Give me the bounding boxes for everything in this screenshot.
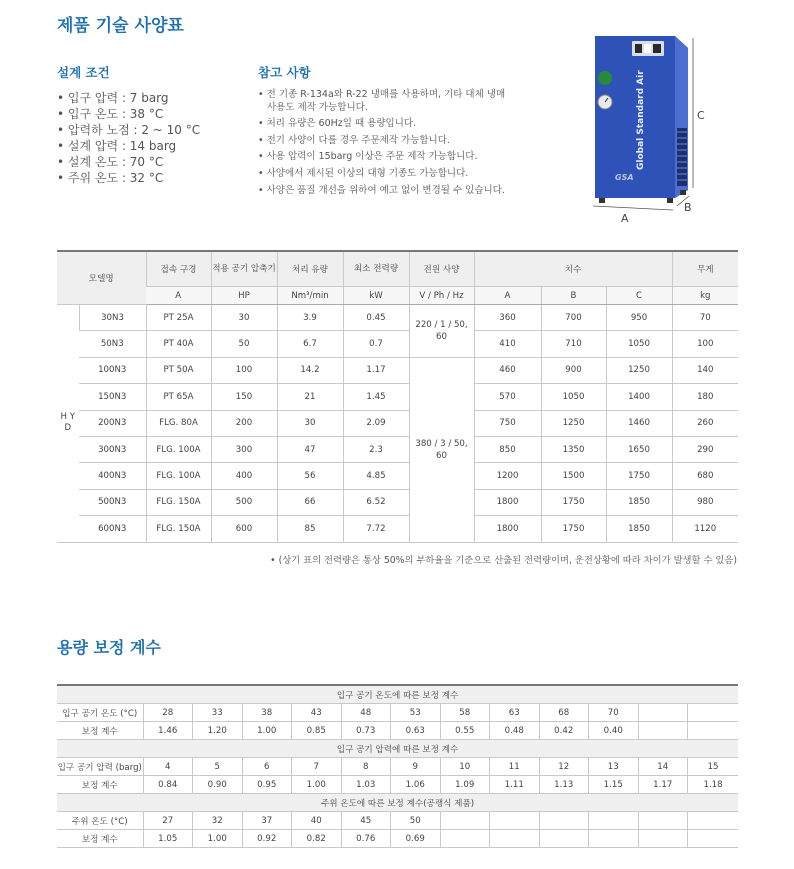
list-item: • 전 기종 R-134a와 R-22 냉매를 사용하며, 기타 대체 냉매 사용도 제작 가능합니다.: [258, 89, 506, 114]
table-cell: 7.72: [343, 516, 409, 542]
table-cell: 1250: [541, 410, 606, 436]
table-cell: 21: [277, 384, 343, 410]
unit-cell: V / Ph / Hz: [409, 287, 474, 305]
table-cell: [688, 704, 739, 722]
table-cell: 1650: [606, 436, 672, 462]
list-item: • 설계 온도 : 70 °C: [57, 154, 200, 170]
list-item: • 주위 온도 : 32 °C: [57, 170, 200, 186]
table-cell: 70: [589, 704, 639, 722]
table-cell: 950: [606, 305, 672, 331]
table-cell: 1750: [541, 489, 606, 515]
dimension-a-line: [593, 206, 673, 210]
table-cell: 1.13: [539, 776, 589, 794]
list-item: • 압력하 노점 : 2 ~ 10 °C: [57, 122, 200, 138]
row-label: 입구 공기 압력 (barg): [57, 758, 143, 776]
unit-cell: kg: [672, 287, 738, 305]
table-cell: 3.9: [277, 305, 343, 331]
list-item: • 사용 압력이 15barg 이상은 주문 제작 가능합니다.: [258, 151, 506, 164]
table-cell: FLG. 150A: [146, 516, 211, 542]
header-flow: 처리 유량: [277, 251, 343, 287]
brand-logo: GSA: [615, 173, 634, 182]
design-heading: 설계 조건: [57, 65, 110, 80]
model-cell: 500N3: [79, 489, 146, 515]
table-cell: 290: [672, 436, 738, 462]
table-cell: 7: [292, 758, 342, 776]
table-cell: 0.45: [343, 305, 409, 331]
table-row: [57, 776, 738, 794]
table-cell: 260: [672, 410, 738, 436]
table-cell: [440, 830, 490, 848]
table-cell: [688, 830, 739, 848]
table-cell: 70: [672, 305, 738, 331]
table-cell: 11: [490, 758, 540, 776]
table-cell: [638, 812, 688, 830]
table-cell: 37: [242, 812, 292, 830]
table-cell: 28: [143, 704, 193, 722]
list-item: • 전기 사양이 다를 경우 주문제작 가능합니다.: [258, 135, 506, 148]
table-cell: PT 65A: [146, 384, 211, 410]
header-power: 최소 전력량: [343, 251, 409, 287]
table-cell: 30: [211, 305, 277, 331]
table-cell: 0.82: [292, 830, 342, 848]
product-image: [585, 28, 715, 228]
indicator-icon: [598, 71, 612, 85]
correction-table: [57, 684, 738, 848]
unit-cell: A: [146, 287, 211, 305]
power-spec-group-2: 380 / 3 / 50, 60: [409, 357, 474, 542]
table-row: [57, 384, 738, 410]
table-cell: 10: [440, 758, 490, 776]
table-cell: 0.95: [242, 776, 292, 794]
table-cell: 2.3: [343, 436, 409, 462]
table-cell: 1250: [606, 357, 672, 383]
table-cell: 45: [341, 812, 391, 830]
table-cell: 66: [277, 489, 343, 515]
list-item: • 사양에서 제시된 이상의 대형 기종도 가능합니다.: [258, 168, 506, 181]
table-cell: 6.7: [277, 331, 343, 357]
series-label: H Y D: [57, 305, 79, 543]
side-text: Global Standard Air: [636, 70, 646, 170]
table-cell: 0.69: [391, 830, 441, 848]
table-row: [57, 436, 738, 462]
table-cell: FLG. 100A: [146, 463, 211, 489]
table-row: [57, 305, 738, 331]
table-cell: 1.11: [490, 776, 540, 794]
table-cell: FLG. 80A: [146, 410, 211, 436]
table-cell: 0.85: [292, 722, 342, 740]
table-cell: 58: [440, 704, 490, 722]
spec-table: [57, 250, 738, 543]
table-cell: 1.00: [242, 722, 292, 740]
row-label: 입구 공기 온도 (°C): [57, 704, 143, 722]
table-cell: PT 40A: [146, 331, 211, 357]
table-cell: 1050: [541, 384, 606, 410]
table-cell: 1.15: [589, 776, 639, 794]
table-cell: 1460: [606, 410, 672, 436]
table-cell: 750: [474, 410, 541, 436]
table-cell: 140: [672, 357, 738, 383]
unit-cell: HP: [211, 287, 277, 305]
table-row: [57, 331, 738, 357]
row-label: 보정 계수: [57, 830, 143, 848]
correction-section-title-row: [57, 740, 738, 758]
footnote: • (상기 표의 전력량은 통상 50%의 부하율을 기준으로 산출된 전력량이며, 운전상황에 따라 차이가 발생할 수 있음): [270, 555, 737, 566]
table-cell: 63: [490, 704, 540, 722]
table-row: [57, 704, 738, 722]
table-row: [57, 758, 738, 776]
list-item: • 사양은 품질 개선을 위하여 예고 없이 변경될 수 있습니다.: [258, 185, 506, 198]
section-title: 입구 공기 온도에 따른 보정 계수: [57, 685, 738, 704]
table-cell: 700: [541, 305, 606, 331]
table-cell: PT 50A: [146, 357, 211, 383]
table-cell: 6.52: [343, 489, 409, 515]
notes-list: [258, 89, 506, 201]
page-title: 제품 기술 사양표: [57, 16, 184, 36]
header-weight: 무게: [672, 251, 738, 287]
table-cell: 460: [474, 357, 541, 383]
table-cell: 1350: [541, 436, 606, 462]
table-cell: 32: [193, 812, 243, 830]
table-cell: 68: [539, 704, 589, 722]
table-cell: 14.2: [277, 357, 343, 383]
table-cell: 9: [391, 758, 441, 776]
correction-heading: 용량 보정 계수: [57, 638, 161, 657]
table-cell: 0.55: [440, 722, 490, 740]
dimension-c-label: C: [697, 109, 705, 122]
table-cell: 100: [211, 357, 277, 383]
row-label: 주위 온도 (°C): [57, 812, 143, 830]
table-cell: 1.05: [143, 830, 193, 848]
header-compressor: 적용 공기 압축기: [211, 251, 277, 287]
table-cell: [589, 812, 639, 830]
table-cell: 0.92: [242, 830, 292, 848]
table-row: [57, 812, 738, 830]
unit-cell: B: [541, 287, 606, 305]
table-cell: 13: [589, 758, 639, 776]
table-cell: 50: [391, 812, 441, 830]
table-cell: 8: [341, 758, 391, 776]
table-cell: [638, 704, 688, 722]
table-cell: 30: [277, 410, 343, 436]
unit-cell: C: [606, 287, 672, 305]
table-row: [57, 722, 738, 740]
header-electric: 전원 사양: [409, 251, 474, 287]
table-cell: 1800: [474, 489, 541, 515]
table-cell: 53: [391, 704, 441, 722]
table-cell: 1200: [474, 463, 541, 489]
table-cell: PT 25A: [146, 305, 211, 331]
table-cell: 710: [541, 331, 606, 357]
table-cell: 0.90: [193, 776, 243, 794]
table-cell: 50: [211, 331, 277, 357]
table-cell: 1800: [474, 516, 541, 542]
table-cell: 12: [539, 758, 589, 776]
notes-heading: 참고 사항: [258, 65, 311, 80]
header-model: 모델명: [57, 251, 146, 305]
table-cell: [638, 722, 688, 740]
table-cell: [638, 830, 688, 848]
vent-grille: [677, 128, 687, 186]
unit-cell: A: [474, 287, 541, 305]
table-cell: 1750: [541, 516, 606, 542]
table-cell: FLG. 100A: [146, 436, 211, 462]
table-cell: 1400: [606, 384, 672, 410]
table-cell: 1850: [606, 489, 672, 515]
table-cell: [490, 812, 540, 830]
table-cell: 570: [474, 384, 541, 410]
table-cell: [589, 830, 639, 848]
model-cell: 100N3: [79, 357, 146, 383]
table-cell: 0.76: [341, 830, 391, 848]
table-cell: 0.63: [391, 722, 441, 740]
unit-cell: kW: [343, 287, 409, 305]
table-cell: 1.45: [343, 384, 409, 410]
footnote-text: (상기 표의 전력량은 통상 50%의 부하율을 기준으로 산출된 전력량이며, 운전상황에 따라 차이가 발생할 수 있음): [278, 555, 737, 566]
model-cell: 50N3: [79, 331, 146, 357]
table-cell: 40: [292, 812, 342, 830]
table-cell: 0.73: [341, 722, 391, 740]
table-cell: [539, 812, 589, 830]
section-title: 입구 공기 압력에 따른 보정 계수: [57, 740, 738, 758]
table-cell: FLG. 150A: [146, 489, 211, 515]
table-cell: [490, 830, 540, 848]
table-cell: 400: [211, 463, 277, 489]
table-cell: [688, 812, 739, 830]
table-cell: 1.03: [341, 776, 391, 794]
table-cell: 1120: [672, 516, 738, 542]
table-cell: 900: [541, 357, 606, 383]
table-cell: 48: [341, 704, 391, 722]
unit-cell: Nm³/min: [277, 287, 343, 305]
section-title: 주위 온도에 따른 보정 계수(공랭식 제품): [57, 794, 738, 812]
table-cell: 56: [277, 463, 343, 489]
dimension-a-label: A: [621, 212, 629, 225]
table-cell: 6: [242, 758, 292, 776]
table-cell: 0.40: [589, 722, 639, 740]
table-cell: 1.17: [343, 357, 409, 383]
table-cell: 33: [193, 704, 243, 722]
table-cell: 43: [292, 704, 342, 722]
table-cell: 0.7: [343, 331, 409, 357]
table-cell: 200: [211, 410, 277, 436]
table-cell: 85: [277, 516, 343, 542]
model-cell: 400N3: [79, 463, 146, 489]
table-cell: 100: [672, 331, 738, 357]
table-cell: 1500: [541, 463, 606, 489]
dimension-b-label: B: [684, 201, 692, 214]
table-cell: 27: [143, 812, 193, 830]
table-cell: 14: [638, 758, 688, 776]
list-item: • 입구 압력 : 7 barg: [57, 90, 200, 106]
table-cell: [688, 722, 739, 740]
table-row: [57, 357, 738, 383]
table-cell: 980: [672, 489, 738, 515]
table-cell: 15: [688, 758, 739, 776]
table-cell: 1.18: [688, 776, 739, 794]
table-cell: [440, 812, 490, 830]
row-label: 보정 계수: [57, 722, 143, 740]
table-cell: 1.06: [391, 776, 441, 794]
table-cell: 4: [143, 758, 193, 776]
row-label: 보정 계수: [57, 776, 143, 794]
table-cell: 180: [672, 384, 738, 410]
table-cell: 680: [672, 463, 738, 489]
table-cell: 1050: [606, 331, 672, 357]
header-dimensions: 치수: [474, 251, 672, 287]
table-cell: 1850: [606, 516, 672, 542]
list-item: • 처리 유량은 60Hz일 때 용량입니다.: [258, 118, 506, 131]
table-cell: 410: [474, 331, 541, 357]
table-cell: 1.46: [143, 722, 193, 740]
table-cell: 850: [474, 436, 541, 462]
list-item: • 입구 온도 : 38 °C: [57, 106, 200, 122]
table-cell: 38: [242, 704, 292, 722]
table-cell: 2.09: [343, 410, 409, 436]
table-cell: 300: [211, 436, 277, 462]
table-row: [57, 410, 738, 436]
model-cell: 30N3: [79, 305, 146, 331]
table-cell: 4.85: [343, 463, 409, 489]
model-cell: 600N3: [79, 516, 146, 542]
table-cell: 360: [474, 305, 541, 331]
header-connection: 접속 구경: [146, 251, 211, 287]
table-cell: 5: [193, 758, 243, 776]
table-cell: 47: [277, 436, 343, 462]
table-row: [57, 463, 738, 489]
table-row: [57, 830, 738, 848]
table-cell: 600: [211, 516, 277, 542]
table-cell: 0.48: [490, 722, 540, 740]
model-cell: 200N3: [79, 410, 146, 436]
table-cell: 1.00: [193, 830, 243, 848]
design-conditions-list: [57, 90, 200, 186]
table-row: [57, 516, 738, 542]
table-cell: 0.84: [143, 776, 193, 794]
table-cell: 1.09: [440, 776, 490, 794]
table-cell: 1.17: [638, 776, 688, 794]
table-cell: 150: [211, 384, 277, 410]
model-cell: 150N3: [79, 384, 146, 410]
table-cell: 1.00: [292, 776, 342, 794]
table-cell: 1.20: [193, 722, 243, 740]
table-cell: 500: [211, 489, 277, 515]
table-cell: [539, 830, 589, 848]
correction-section-title-row: [57, 685, 738, 704]
power-spec-group-1: 220 / 1 / 50, 60: [409, 305, 474, 358]
table-row: [57, 489, 738, 515]
correction-section-title-row: [57, 794, 738, 812]
table-cell: 1750: [606, 463, 672, 489]
model-cell: 300N3: [79, 436, 146, 462]
list-item: • 설계 압력 : 14 barg: [57, 138, 200, 154]
table-cell: 0.42: [539, 722, 589, 740]
